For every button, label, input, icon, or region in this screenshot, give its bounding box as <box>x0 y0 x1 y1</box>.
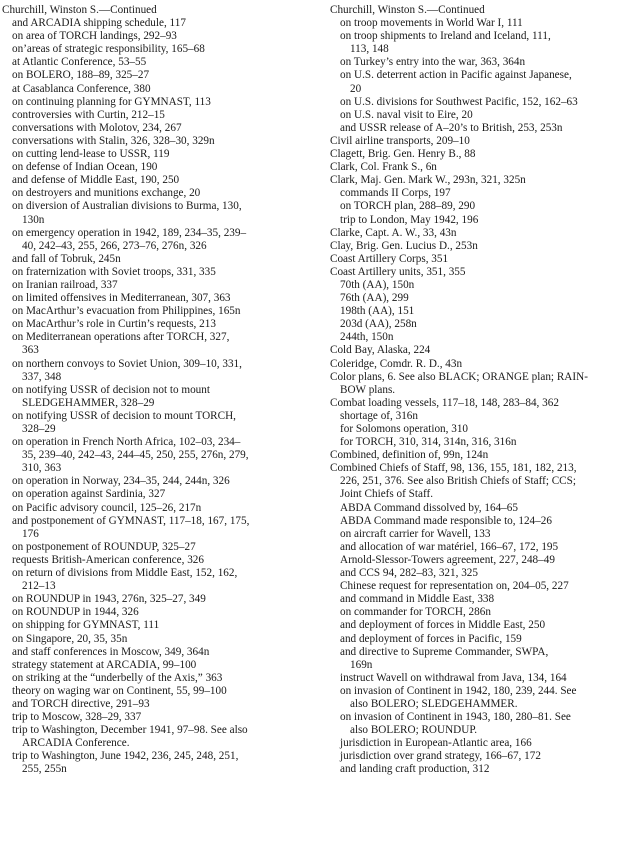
index-subentry: and landing craft production, 312 <box>340 763 490 776</box>
index-subentry: on Mediterranean operations after TORCH, 327, 363 <box>12 331 230 357</box>
index-subentry: on ROUNDUP in 1944, 326 <box>12 606 139 619</box>
index-subentry: and directive to Supreme Commander, SWPA, 169n <box>340 645 549 671</box>
index-heading: Clark, Maj. Gen. Mark W., 293n, 321, 325n <box>330 174 526 187</box>
index-subentry: 70th (AA), 150n <box>340 278 415 291</box>
index-heading: Clarke, Capt. A. W., 33, 43n <box>330 226 457 239</box>
index-subentry: at Casablanca Conference, 380 <box>12 82 151 95</box>
index-heading: Coast Artillery Corps, 351 <box>330 252 449 265</box>
index-subentry: on diversion of Australian divisions to Burma, 130, 130n <box>12 200 242 226</box>
index-subentry: on cutting lend-lease to USSR, 119 <box>12 148 170 161</box>
index-subentry: on shipping for GYMNAST, 111 <box>12 619 160 632</box>
index-subentry: Chinese request for representation on, 204–05, 227 <box>340 580 569 593</box>
index-subentry: and defense of Middle East, 190, 250 <box>12 174 180 187</box>
index-subentry: on’areas of strategic responsibility, 165–68 <box>12 43 205 56</box>
index-subentry: on operation against Sardinia, 327 <box>12 488 166 501</box>
index-subentry: on postponement of ROUNDUP, 325–27 <box>12 540 196 553</box>
index-heading: Color plans, 6. See also BLACK; ORANGE plan; RAIN- BOW plans. <box>330 370 588 396</box>
index-subentry: on BOLERO, 188–89, 325–27 <box>12 69 150 82</box>
index-subentry: trip to Moscow, 328–29, 337 <box>12 711 142 724</box>
index-subentry: and ARCADIA shipping schedule, 117 <box>12 17 186 30</box>
index-subentry: on U.S. divisions for Southwest Pacific, 152, 162–63 <box>340 95 578 108</box>
index-subentry: on emergency operation in 1942, 189, 234–35, 239– 40, 242–43, 255, 266, 273–76, 276n, 326 <box>12 226 247 252</box>
index-heading: Churchill, Winston S.—Continued <box>330 4 485 16</box>
index-subentry: for TORCH, 310, 314, 314n, 316, 316n <box>340 436 517 449</box>
index-subentry: on striking at the “underbelly of the Axis,” 363 <box>12 671 223 684</box>
index-subentry: 198th (AA), 151 <box>340 305 415 318</box>
index-heading: Clagett, Brig. Gen. Henry B., 88 <box>330 148 476 161</box>
index-subentry: ABDA Command dissolved by, 164–65 <box>340 501 518 514</box>
index-subentry: on invasion of Continent in 1943, 180, 280–81. See also BOLERO; ROUNDUP. <box>340 711 571 737</box>
index-subentry: for Solomons operation, 310 <box>340 423 469 435</box>
index-subentry: 203d (AA), 258n <box>340 318 417 331</box>
left-column <box>2 4 316 777</box>
right-column <box>330 4 638 777</box>
index-subentry: theory on waging war on Continent, 55, 99–100 <box>12 684 227 697</box>
index-subentry: and CCS 94, 282–83, 321, 325 <box>340 567 478 580</box>
index-subentry: requests British-American conference, 326 <box>12 553 204 566</box>
index-subentry: on troop movements in World War I, 111 <box>340 17 523 30</box>
index-subentry: on defense of Indian Ocean, 190 <box>12 161 158 174</box>
index-subentry: on operation in Norway, 234–35, 244, 244n, 326 <box>12 475 230 488</box>
index-heading: Clark, Col. Frank S., 6n <box>330 161 437 174</box>
index-subentry: shortage of, 316n <box>340 409 418 422</box>
index-subentry: on ROUNDUP in 1943, 276n, 325–27, 349 <box>12 593 206 606</box>
index-subentry: and deployment of forces in Pacific, 159 <box>340 632 522 645</box>
index-subentry: ABDA Command made responsible to, 124–26 <box>340 514 552 527</box>
index-subentry: on notifying USSR of decision not to mount SLEDGEHAMMER, 328–29 <box>12 383 210 409</box>
index-subentry: commands II Corps, 197 <box>340 187 451 200</box>
index-subentry: and TORCH directive, 291–93 <box>12 697 150 710</box>
index-subentry: and command in Middle East, 338 <box>340 593 495 606</box>
index-subentry: on limited offensives in Mediterranean, 307, 363 <box>12 292 231 305</box>
index-heading: Clay, Brig. Gen. Lucius D., 253n <box>330 239 478 252</box>
index-subentry: on Singapore, 20, 35, 35n <box>12 632 128 645</box>
index-subentry: and staff conferences in Moscow, 349, 364n <box>12 645 210 658</box>
index-subentry: on fraternization with Soviet troops, 331, 335 <box>12 265 216 278</box>
index-subentry: 76th (AA), 299 <box>340 292 409 305</box>
index-subentry: on aircraft carrier for Wavell, 133 <box>340 527 491 540</box>
index-heading: Combined Chiefs of Staff, 98, 136, 155, 181, 182, 213, 226, 251, 376. See also British Chiefs of Staff; CCS; Joint Chiefs of Staff. <box>330 462 577 501</box>
index-subentry: conversations with Stalin, 326, 328–30, 329n <box>12 134 215 147</box>
index-subentry: on return of divisions from Middle East, 152, 162, 212–13 <box>12 567 238 593</box>
index-subentry: on destroyers and munitions exchange, 20 <box>12 187 201 200</box>
index-subentry: on area of TORCH landings, 292–93 <box>12 30 177 43</box>
index-subentry: on operation in French North Africa, 102–03, 234– 35, 239–40, 242–43, 244–45, 250, 255, 276n, 279, 310, 363 <box>12 436 249 475</box>
index-subentry: jurisdiction in European-Atlantic area, 166 <box>340 737 532 750</box>
index-heading: Civil airline transports, 209–10 <box>330 134 470 147</box>
index-subentry: on troop shipments to Ireland and Iceland, 111, 113, 148 <box>340 30 551 56</box>
index-heading: Coast Artillery units, 351, 355 <box>330 265 466 278</box>
index-subentry: controversies with Curtin, 212–15 <box>12 108 165 121</box>
index-subentry: on invasion of Continent in 1942, 180, 239, 244. See also BOLERO; SLEDGEHAMMER. <box>340 684 577 710</box>
index-subentry: and fall of Tobruk, 245n <box>12 252 121 265</box>
index-subentry: and allocation of war matériel, 166–67, 172, 195 <box>340 540 559 553</box>
index-subentry: on notifying USSR of decision to mount TORCH, 328–29 <box>12 409 236 435</box>
index-subentry: on Iranian railroad, 337 <box>12 278 118 291</box>
index-subentry: on U.S. naval visit to Eire, 20 <box>340 108 473 121</box>
index-subentry: on continuing planning for GYMNAST, 113 <box>12 95 211 108</box>
index-subentry: and deployment of forces in Middle East, 250 <box>340 619 546 632</box>
index-subentry: on commander for TORCH, 286n <box>340 606 491 619</box>
index-subentry: trip to Washington, December 1941, 97–98. See also ARCADIA Conference. <box>12 724 248 750</box>
index-subentry: trip to Washington, June 1942, 236, 245, 248, 251, 255, 255n <box>12 750 239 776</box>
index-subentry: on MacArthur’s evacuation from Philippines, 165n <box>12 305 241 318</box>
index-subentry: Arnold-Slessor-Towers agreement, 227, 248–49 <box>340 553 555 566</box>
index-subentry: and USSR release of A–20’s to British, 253, 253n <box>340 121 563 134</box>
index-heading: Churchill, Winston S.—Continued <box>2 4 157 16</box>
index-subentry: at Atlantic Conference, 53–55 <box>12 56 147 69</box>
index-subentry: on TORCH plan, 288–89, 290 <box>340 200 476 213</box>
index-subentry: strategy statement at ARCADIA, 99–100 <box>12 658 197 671</box>
index-subentry: 244th, 150n <box>340 331 394 344</box>
index-subentry: on northern convoys to Soviet Union, 309–10, 331, 337, 348 <box>12 357 242 383</box>
index-subentry: on U.S. deterrent action in Pacific against Japanese, 20 <box>340 69 572 95</box>
index-subentry: trip to London, May 1942, 196 <box>340 213 479 226</box>
index-subentry: on Pacific advisory council, 125–26, 217n <box>12 501 202 514</box>
index-subentry: jurisdiction over grand strategy, 166–67, 172 <box>340 750 541 763</box>
index-heading: Coleridge, Comdr. R. D., 43n <box>330 357 463 370</box>
index-subentry: and postponement of GYMNAST, 117–18, 167, 175, 176 <box>12 514 250 540</box>
index-subentry: conversations with Molotov, 234, 267 <box>12 121 182 134</box>
index-subentry: instruct Wavell on withdrawal from Java, 134, 164 <box>340 671 567 684</box>
index-heading: Combat loading vessels, 117–18, 148, 283–84, 362 <box>330 396 559 409</box>
index-heading: Cold Bay, Alaska, 224 <box>330 344 431 357</box>
index-subentry: on MacArthur’s role in Curtin’s requests, 213 <box>12 318 216 331</box>
index-subentry: on Turkey’s entry into the war, 363, 364n <box>340 56 526 69</box>
index-heading: Combined, definition of, 99n, 124n <box>330 449 489 462</box>
